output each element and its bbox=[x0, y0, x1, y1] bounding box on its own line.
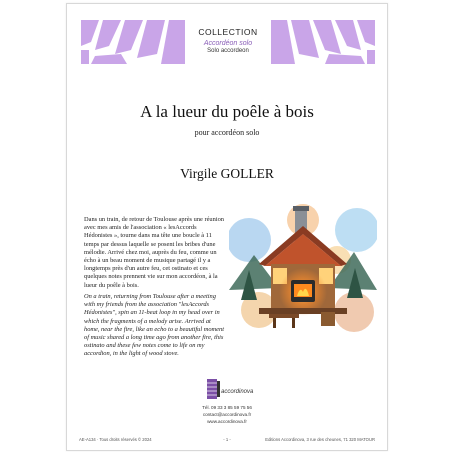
publisher-phone: Tél. 09 33 3 85 59 75 56 bbox=[202, 405, 252, 410]
publisher-website[interactable]: www.accordinova.fr bbox=[207, 419, 247, 424]
piece-title: A la lueur du poêle à bois bbox=[140, 102, 314, 121]
collection-label-box bbox=[186, 24, 270, 66]
collection-series-en: Solo accordeon bbox=[207, 48, 249, 54]
score-cover-page bbox=[66, 3, 388, 451]
description-english: On a train, returning from Toulouse after a meeting with my friends from the association "lesAccords Hédonistes", spin an 11-beat loop in my head over in which the fragments of a melody arise. Arrived at home, near the fire, like an echo to a beautiful moment of music shared a long time ago from another fire, this ostinato and these few notes come to life on my accordion, in the light of wood stove. bbox=[84, 293, 224, 358]
collection-series: Accordéon solo bbox=[203, 40, 253, 47]
collection-label: COLLECTION bbox=[198, 27, 258, 37]
footer-reference: AE-A134 · Tous droits réservés © 2024 bbox=[79, 437, 152, 442]
footer-page-number: - 1 - bbox=[223, 437, 231, 442]
footer-address: Editions Accordinova, 3 rue des cheunes, 71 320 MATOUR bbox=[265, 437, 375, 442]
publisher-logo-name: accordinova bbox=[221, 389, 254, 395]
accordinova-logo bbox=[205, 378, 255, 402]
composer-name: Virgile GOLLER bbox=[180, 166, 274, 181]
description-french: Dans un train, de retour de Toulouse après une réunion avec mes amis de l'association « lesAccords Hédonistes », tourne dans ma tête une boucle à 11 temps par dessus laquelle se posent les bribes d'une mélodie. Arrivé chez moi, auprès du feu, comme un écho à un beau moment de musique partagé il y a longtemps près d'un autre feu, cet ostinato et ces quelques notes prennent vie sur mon accordéon, à la lueur du poêle à bois. bbox=[84, 216, 224, 289]
publisher-email[interactable]: contact@accordinova.fr bbox=[202, 412, 252, 417]
cabin-stove-illustration bbox=[229, 200, 377, 346]
piece-subtitle: pour accordéon solo bbox=[194, 128, 260, 137]
